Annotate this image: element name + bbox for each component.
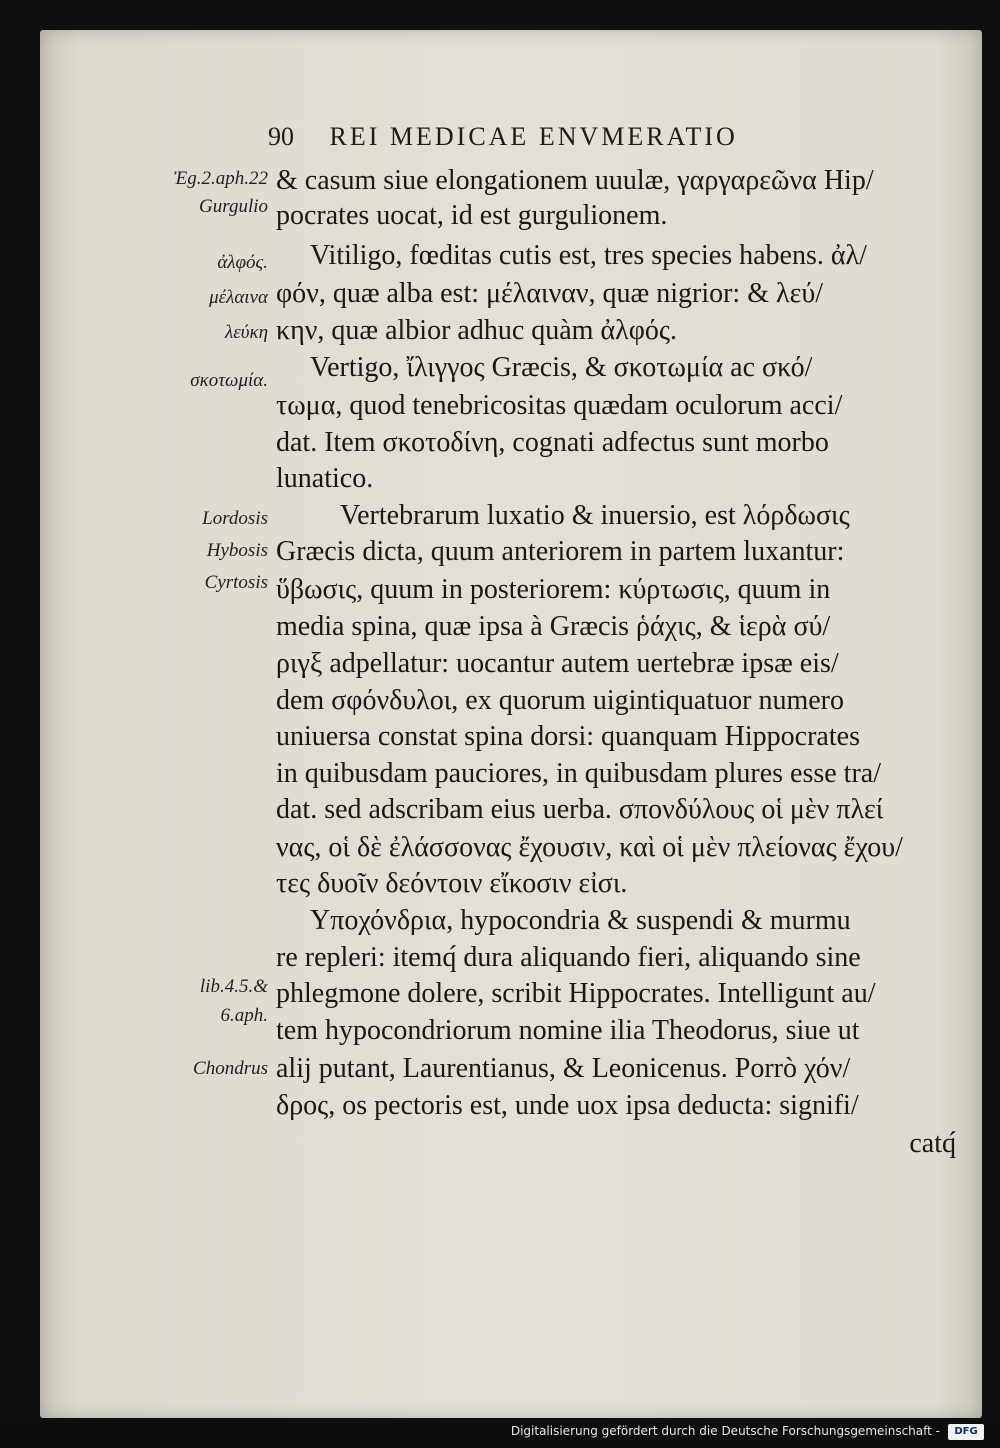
text-line: in quibusdam pauciores, in quibusdam plures esse tra/ [276, 758, 881, 789]
marginal-note: μέλαινα [209, 287, 268, 308]
dfg-logo-icon: DFG [948, 1424, 984, 1440]
marginal-note: lib.4.5.& [199, 976, 268, 997]
text-line: re repleri: itemq́ dura aliquando fieri, aliquando sine [276, 942, 861, 973]
page-number: 90 [268, 122, 294, 151]
text-line: pocrates uocat, id est gurgulionem. [276, 200, 668, 231]
funding-notice: Digitalisierung gefördert durch die Deutsche Forschungsgemeinschaft - [510, 1424, 940, 1438]
marginal-note: 6.aph. [220, 1005, 268, 1026]
marginal-note: ἀλφός. [217, 252, 268, 273]
text-line: uniuersa constat spina dorsi: quanquam Hippocrates [276, 721, 860, 752]
text-line: dem σφόνδυλοι, ex quorum uigintiquatuor numero [276, 685, 844, 716]
marginal-note: Lordosis [202, 508, 268, 529]
text-line: alij putant, Laurentianus, & Leonicenus. Porrò χόν/ [276, 1053, 851, 1084]
text-line: Græcis dicta, quum anteriorem in partem luxantur: [276, 536, 845, 567]
text-line: phlegmone dolere, scribit Hippocrates. Intelligunt au/ [276, 978, 876, 1009]
text-line: ριγξ adpellatur: uocantur autem uertebræ ipsæ eis/ [276, 648, 839, 679]
text-line: Υποχόνδρια, hypocondria & suspendi & murmu [310, 905, 851, 936]
marginal-note: σκοτωμία. [190, 370, 268, 391]
text-line: τες δυοῖν δεόντοιν εἴκοσιν εἰσι. [276, 868, 628, 899]
digitization-footer [0, 1418, 1000, 1448]
marginal-note: Ἐg.2.aph.22 [173, 168, 268, 189]
text-line: Vertigo, ἴλιγγος Græcis, & σκοτωμία ac σκό/ [310, 352, 813, 383]
text-line: κην, quæ albior adhuc quàm ἀλφός. [276, 315, 677, 346]
marginal-note: Gurgulio [199, 196, 268, 217]
running-header [268, 122, 868, 154]
text-line: Vertebrarum luxatio & inuersio, est λόρδωσις [340, 500, 850, 531]
text-line: lunatico. [276, 463, 374, 494]
marginal-note: λεύκη [225, 322, 268, 343]
marginal-note: Chondrus [193, 1058, 268, 1079]
text-line: & casum siue elongationem uuulæ, γαργαρεῶνα Hip/ [276, 165, 874, 196]
text-line: τωμα, quod tenebricositas quædam oculorum acci/ [276, 390, 843, 421]
text-line: φόν, quæ alba est: μέλαιναν, quæ nigrior: & λεύ/ [276, 278, 823, 309]
text-line: νας, οἱ δὲ ἐλάσσονας ἔχουσιν, καὶ οἱ μὲν πλείονας ἔχου/ [276, 832, 903, 863]
text-line: tem hypocondriorum nomine ilia Theodorus, siue ut [276, 1015, 860, 1046]
catchword: catq́ [909, 1128, 956, 1159]
text-line: δρος, os pectoris est, unde uox ipsa deducta: signifi/ [276, 1090, 859, 1121]
text-line: Vitiligo, fœditas cutis est, tres species habens. ἀλ/ [310, 240, 867, 271]
text-line: dat. Item σκοτοδίνη, cognati adfectus sunt morbo [276, 427, 829, 458]
text-line: media spina, quæ ipsa à Græcis ῥάχις, & ἱερὰ σύ/ [276, 611, 831, 642]
marginal-note: Hybosis [206, 540, 268, 561]
running-title: REI MEDICAE ENVMERATIO [329, 122, 738, 151]
text-line: dat. sed adscribam eius uerba. σπονδύλους οἱ μὲν πλεί [276, 794, 884, 825]
text-line: ὕβωσις, quum in posteriorem: κύρτωσις, quum in [276, 574, 831, 605]
marginal-note: Cyrtosis [204, 572, 268, 593]
